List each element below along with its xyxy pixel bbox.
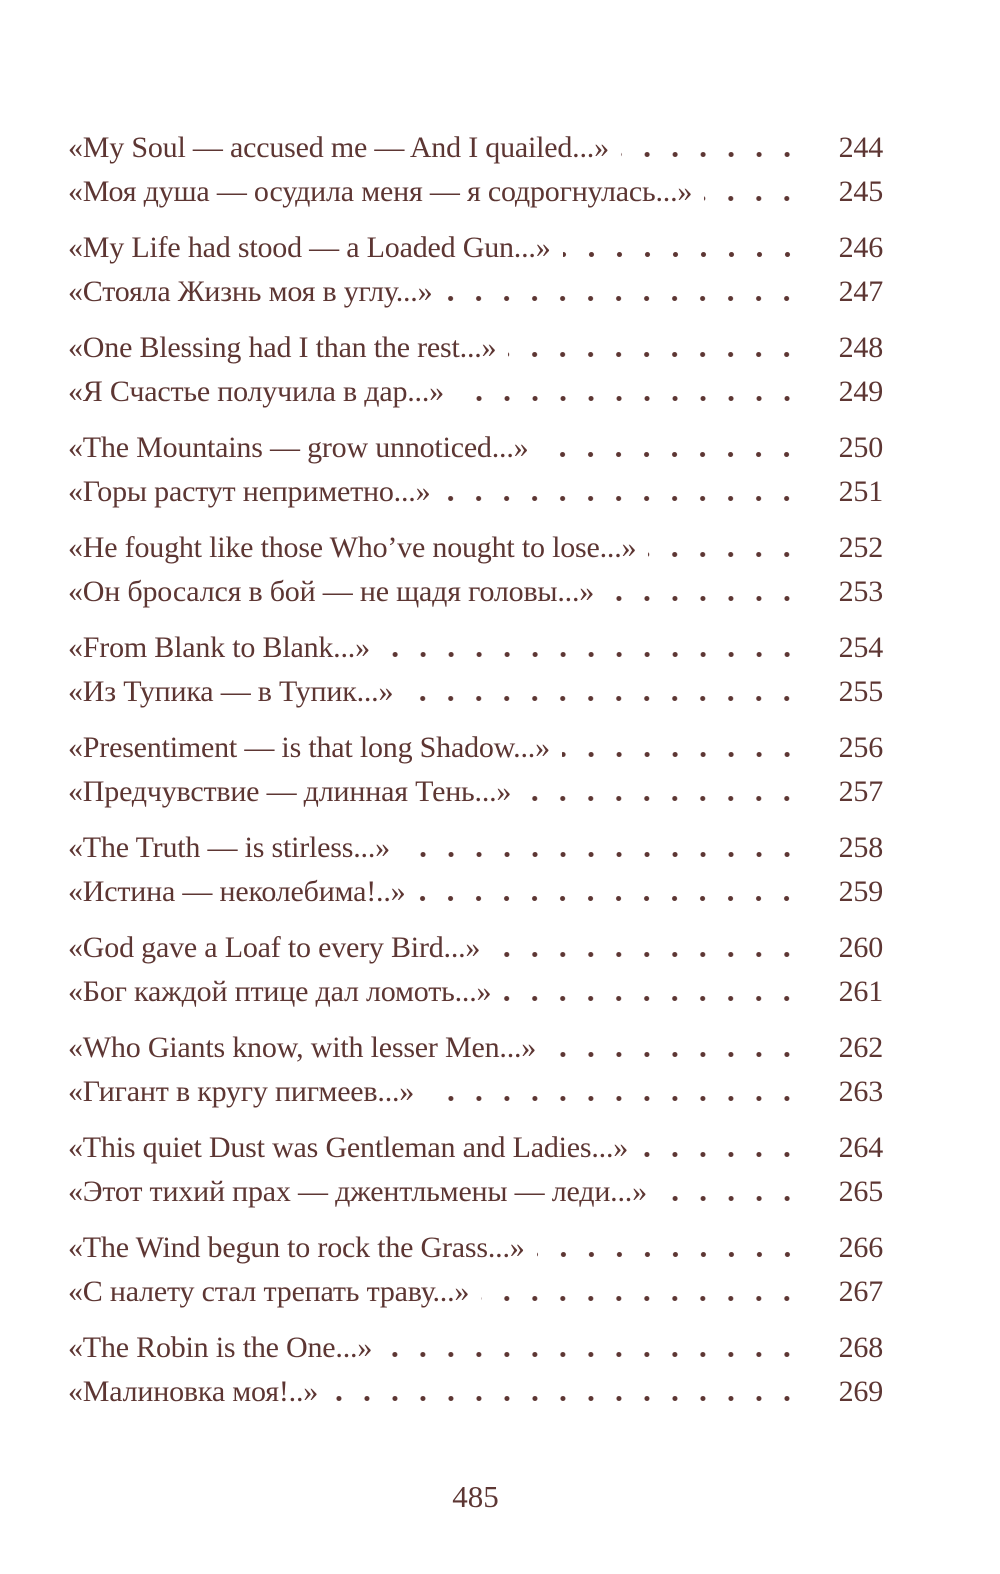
dot-leader xyxy=(382,652,801,657)
toc-entry xyxy=(68,426,883,470)
toc-entry-title: «Who Giants know, with lesser Men...» xyxy=(68,1031,537,1064)
dot-leader xyxy=(540,452,801,457)
toc-entry xyxy=(68,770,883,814)
toc-entry-page: 253 xyxy=(838,575,883,608)
toc-pair xyxy=(68,1326,883,1414)
toc-pair xyxy=(68,126,883,214)
dot-leader xyxy=(548,1052,801,1057)
toc-entry xyxy=(68,170,883,214)
toc-entry-title: «The Mountains — grow unnoticed...» xyxy=(68,431,529,464)
toc-entry xyxy=(68,1226,883,1270)
toc-entry xyxy=(68,726,883,770)
toc-pair xyxy=(68,1026,883,1114)
dot-leader xyxy=(537,1252,801,1257)
toc-entry xyxy=(68,226,883,270)
toc-pair xyxy=(68,326,883,414)
toc-entry xyxy=(68,870,883,914)
toc-pair xyxy=(68,426,883,514)
toc-entry-page: 247 xyxy=(838,275,883,308)
toc-entry-title: «Стояла Жизнь моя в углу...» xyxy=(68,275,433,308)
toc-entry-title: «My Soul — accused me — And I quailed...» xyxy=(68,131,609,164)
dot-leader xyxy=(417,896,801,901)
dot-leader xyxy=(456,396,801,401)
toc-entry-page: 252 xyxy=(838,531,883,564)
toc-entry-title: «С налету стал трепать траву...» xyxy=(68,1275,470,1308)
toc-entry-page: 265 xyxy=(838,1175,883,1208)
toc-entry-title: «Этот тихий прах — джентльмены — леди...» xyxy=(68,1175,647,1208)
toc-entry-page: 261 xyxy=(838,975,883,1008)
toc-entry-title: «From Blank to Blank...» xyxy=(68,631,370,664)
folio-page-number: 485 xyxy=(452,1479,499,1514)
toc-entry xyxy=(68,1370,883,1414)
toc-entry-page: 269 xyxy=(838,1375,883,1408)
toc-entry-page: 248 xyxy=(838,331,883,364)
toc-entry-title: «The Truth — is stirless...» xyxy=(68,831,390,864)
toc-entry-title: «My Life had stood — a Loaded Gun...» xyxy=(68,231,551,264)
toc-entry-title: «This quiet Dust was Gentleman and Ladies...» xyxy=(68,1131,629,1164)
toc-entry-title: «Моя душа — осудила меня — я содрогнулась...» xyxy=(68,175,693,208)
toc-pair xyxy=(68,926,883,1014)
dot-leader xyxy=(508,352,801,357)
toc-entry-title: «Гигант в кругу пигмеев...» xyxy=(68,1075,415,1108)
dot-leader xyxy=(442,496,801,501)
toc-entry-title: «Из Тупика — в Тупик...» xyxy=(68,675,394,708)
toc-entry-page: 249 xyxy=(838,375,883,408)
toc-entry-page: 259 xyxy=(838,875,883,908)
toc-pair xyxy=(68,1126,883,1214)
dot-leader xyxy=(444,296,801,301)
toc-entry xyxy=(68,1126,883,1170)
toc-entry xyxy=(68,270,883,314)
toc-entry xyxy=(68,826,883,870)
toc-entry-page: 263 xyxy=(838,1075,883,1108)
toc-entry-title: «The Wind begun to rock the Grass...» xyxy=(68,1231,525,1264)
dot-leader xyxy=(384,1352,801,1357)
dot-leader xyxy=(563,252,801,257)
toc-entry xyxy=(68,1326,883,1370)
toc-entry-page: 260 xyxy=(838,931,883,964)
toc-entry-page: 244 xyxy=(838,131,883,164)
toc-entry-page: 264 xyxy=(838,1131,883,1164)
toc-entry-page: 255 xyxy=(838,675,883,708)
toc-pair xyxy=(68,726,883,814)
toc-entry-page: 254 xyxy=(838,631,883,664)
toc-entry xyxy=(68,370,883,414)
toc-entry-title: «Presentiment — is that long Shadow...» xyxy=(68,731,550,764)
dot-leader xyxy=(492,952,801,957)
dot-leader xyxy=(523,796,801,801)
dot-leader xyxy=(659,1196,801,1201)
toc-entry xyxy=(68,1270,883,1314)
toc-pair xyxy=(68,1226,883,1314)
dot-leader xyxy=(640,1152,801,1157)
toc-entry xyxy=(68,626,883,670)
toc-entry-page: 267 xyxy=(838,1275,883,1308)
toc-pair xyxy=(68,226,883,314)
toc-entry-title: «He fought like those Who’ve nought to lose...» xyxy=(68,531,637,564)
toc-entry-page: 251 xyxy=(838,475,883,508)
toc-entry-page: 266 xyxy=(838,1231,883,1264)
dot-leader xyxy=(562,752,801,757)
toc-entry-page: 258 xyxy=(838,831,883,864)
toc-entry-page: 246 xyxy=(838,231,883,264)
toc-entry xyxy=(68,470,883,514)
toc-entry-title: «One Blessing had I than the rest...» xyxy=(68,331,497,364)
toc-list xyxy=(68,126,883,1414)
toc-entry-title: «The Robin is the One...» xyxy=(68,1331,373,1364)
toc-entry-title: «Он бросался в бой — не щадя головы...» xyxy=(68,575,595,608)
toc-entry-page: 262 xyxy=(838,1031,883,1064)
dot-leader xyxy=(503,996,801,1001)
toc-entry xyxy=(68,526,883,570)
toc-entry xyxy=(68,926,883,970)
toc-entry-title: «Бог каждой птице дал ломоть...» xyxy=(68,975,492,1008)
dot-leader xyxy=(426,1096,801,1101)
toc-entry xyxy=(68,126,883,170)
dot-leader xyxy=(330,1396,801,1401)
dot-leader xyxy=(606,596,801,601)
toc-entry-title: «Я Счастье получила в дар...» xyxy=(68,375,444,408)
toc-entry xyxy=(68,1170,883,1214)
toc-entry-title: «Истина — неколебима!..» xyxy=(68,875,406,908)
toc-entry-page: 245 xyxy=(838,175,883,208)
toc-entry-page: 257 xyxy=(838,775,883,808)
toc-entry-page: 256 xyxy=(838,731,883,764)
toc-entry-title: «Предчувствие — длинная Тень...» xyxy=(68,775,512,808)
toc-entry-page: 268 xyxy=(838,1331,883,1364)
toc-pair xyxy=(68,826,883,914)
toc-entry xyxy=(68,326,883,370)
toc-entry-title: «Горы растут неприметно...» xyxy=(68,475,431,508)
dot-leader xyxy=(405,696,801,701)
toc-entry xyxy=(68,670,883,714)
dot-leader xyxy=(704,196,801,201)
toc-pair xyxy=(68,526,883,614)
toc-entry-title: «God gave a Loaf to every Bird...» xyxy=(68,931,481,964)
toc-entry xyxy=(68,970,883,1014)
toc-entry-title: «Малиновка моя!..» xyxy=(68,1375,319,1408)
toc-pair xyxy=(68,626,883,714)
toc-entry-page: 250 xyxy=(838,431,883,464)
toc-entry xyxy=(68,1070,883,1114)
dot-leader xyxy=(648,552,801,557)
dot-leader xyxy=(481,1296,801,1301)
toc-entry xyxy=(68,1026,883,1070)
dot-leader xyxy=(621,152,801,157)
dot-leader xyxy=(402,852,801,857)
toc-entry xyxy=(68,570,883,614)
